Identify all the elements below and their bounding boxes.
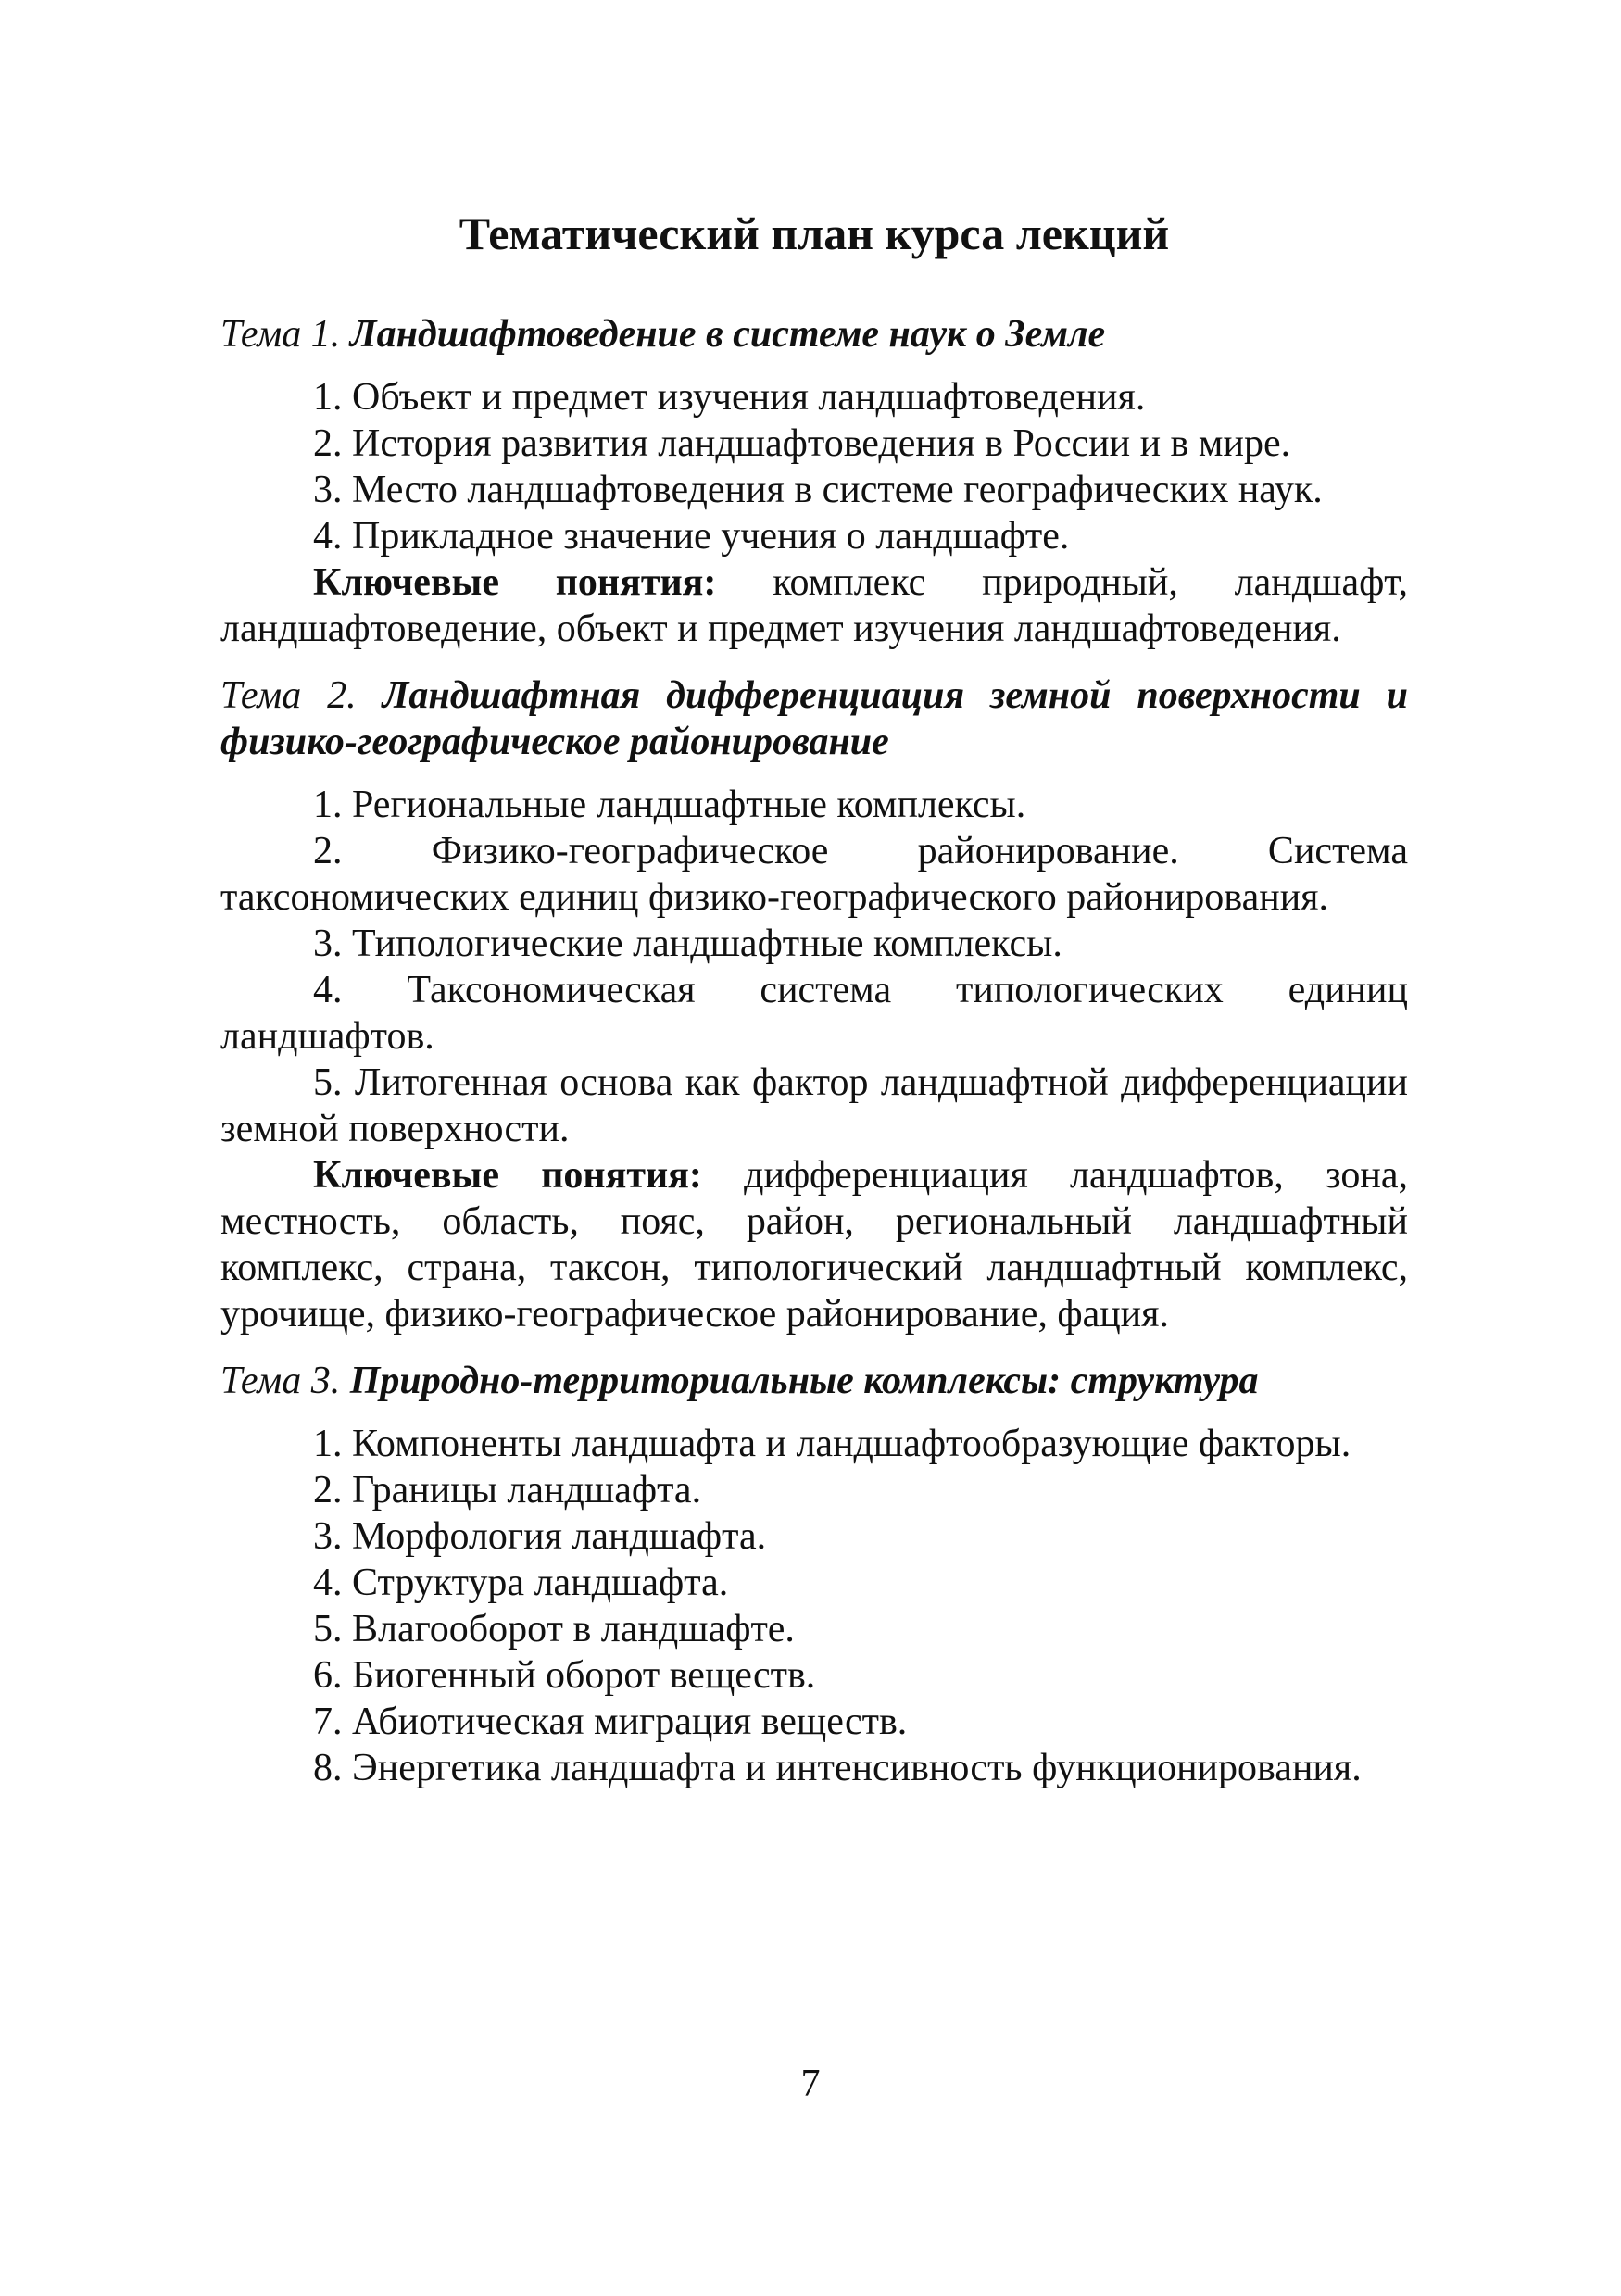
list-item: 8. Энергетика ландшафта и интенсивность функционирования. [313, 1747, 1362, 1789]
list-item: 1. Объект и предмет изучения ландшафтоведения. [313, 376, 1146, 419]
topic-prefix: Тема 3. [220, 1360, 341, 1402]
key-concepts-label: Ключевые понятия: [313, 1154, 702, 1197]
topic-2 [220, 672, 1408, 1337]
key-concepts [220, 1152, 1408, 1337]
key-concepts-text: дифференциация ландшафтов, зона, местность, область, пояс, район, региональный ландшафтный комплекс, страна, таксон, типологический ландшафтный комплекс, урочище, физико-географическое районирование, фация. [220, 1154, 1409, 1336]
key-concepts-text: комплекс природный, ландшафт, ландшафтоведение, объект и предмет изучения ландшафтоведения. [220, 561, 1408, 650]
page-title: Тематический план курса лекций [459, 207, 1170, 259]
page-number: 7 [800, 2063, 821, 2105]
topic-prefix: Тема 2. [220, 674, 357, 717]
key-concepts-label: Ключевые понятия: [313, 561, 717, 604]
list-item: 4. Прикладное значение учения о ландшафте. [313, 515, 1070, 558]
list-item: 4. Структура ландшафта. [313, 1562, 729, 1604]
topic-prefix: Тема 1. [220, 313, 341, 356]
list-item: 3. Морфология ландшафта. [313, 1515, 767, 1558]
list-item: 4. Таксономическая система типологических единиц ландшафтов. [220, 969, 1408, 1058]
list-item: 2. Границы ландшафта. [313, 1469, 702, 1512]
topic-1 [220, 311, 1408, 652]
list-item: 7. Абиотическая миграция веществ. [313, 1700, 908, 1743]
list-item: 1. Региональные ландшафтные комплексы. [313, 784, 1026, 826]
list-item: 6. Биогенный оборот веществ. [313, 1654, 816, 1697]
topic-title: Ландшафтоведение в системе наук о Земле [349, 313, 1106, 356]
list-item: 5. Литогенная основа как фактор ландшафтной дифференциации земной поверхности. [220, 1061, 1408, 1150]
topic-heading [220, 672, 1408, 765]
list-item: 3. Место ландшафтоведения в системе географических наук. [313, 469, 1323, 511]
list-item: 2. Физико-географическое районирование. Система таксономических единиц физико-географического районирования. [220, 830, 1408, 919]
topic-title: Природно-территориальные комплексы: структура [349, 1360, 1259, 1402]
topic-heading [220, 1358, 1408, 1404]
topic-3 [220, 1358, 1408, 1791]
list-item: 2. История развития ландшафтоведения в России и в мире. [313, 422, 1291, 465]
list-item: 5. Влагооборот в ландшафте. [313, 1608, 795, 1650]
topic-heading [220, 311, 1408, 358]
list-item: 3. Типологические ландшафтные комплексы. [313, 922, 1062, 965]
topic-title: Ландшафтная дифференциация земной поверхности и физико-географическое районирование [220, 674, 1408, 763]
page-content [220, 185, 1408, 1812]
key-concepts [220, 559, 1408, 652]
list-item: 1. Компоненты ландшафта и ландшафтообразующие факторы. [313, 1423, 1351, 1465]
